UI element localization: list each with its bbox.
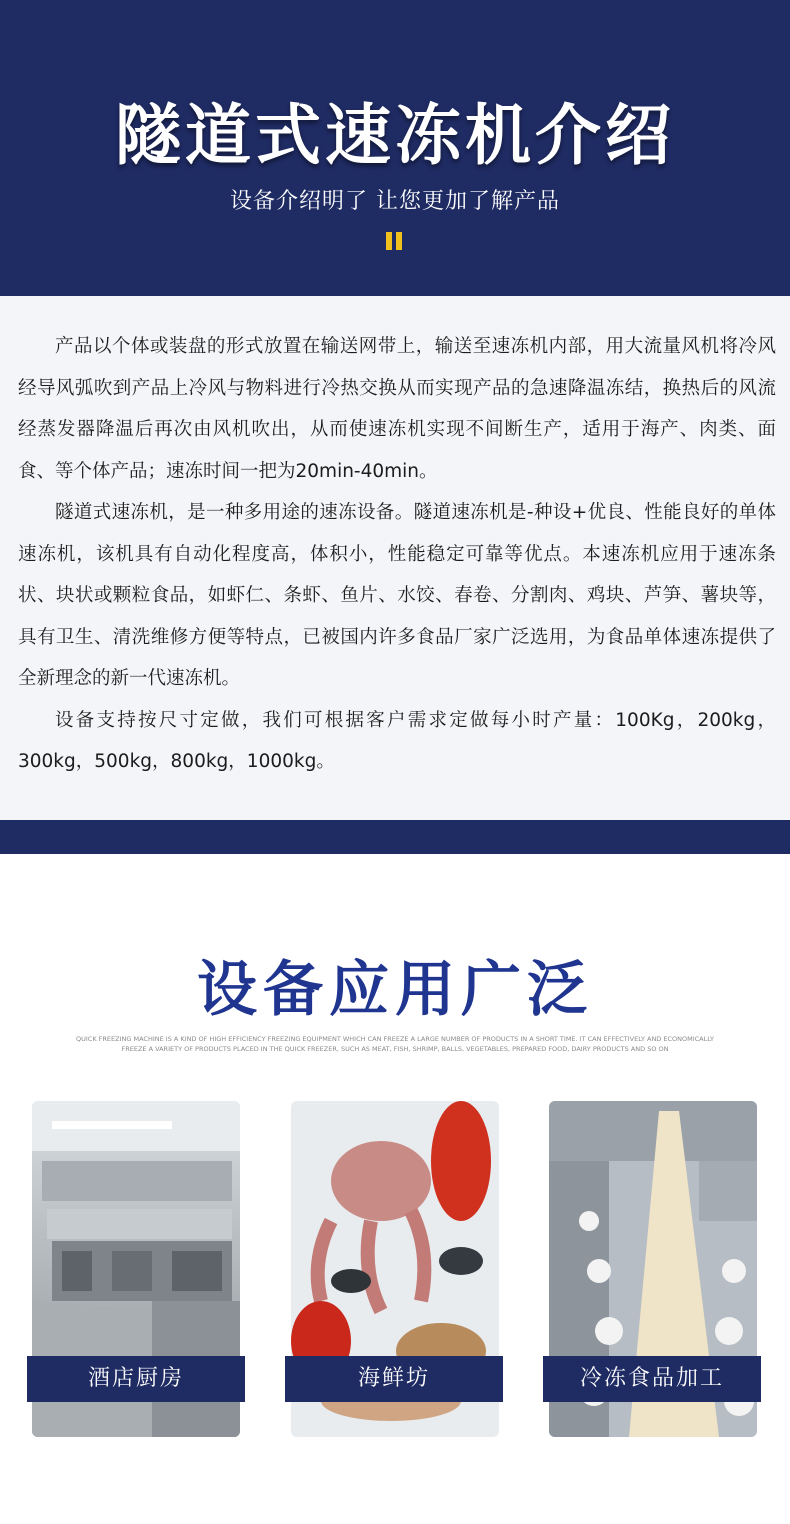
page-title: 隧道式速冻机介绍 — [115, 97, 675, 174]
intro-paragraph: 隧道式速冻机，是一种多用途的速冻设备。隧道速冻机是-种设+优良、性能良好的单体速冻机，该机具有自动化程度高，体积小，性能稳定可靠等优点。本速冻机应用于速冻条状、块状或颗粒食品，如虾仁、条虾、鱼片、水饺、春卷、分割肉、鸡块、芦笋、薯块等，具有卫生、清洗维修方便等特点，已被国内许多食品厂家广泛选用，为食品单体速冻提供了全新理念的新一代速冻机。 — [18, 502, 776, 689]
card-label-hotel-kitchen: 酒店厨房 — [27, 1356, 245, 1402]
intro-text — [18, 326, 776, 783]
applications-subtitle-en: QUICK FREEZING MACHINE IS A KIND OF HIGH EFFICIENCY FREEZING EQUIPMENT WHICH CAN FREEZE A LARGE NUMBER OF PRODUCTS IN A SHORT TIME. IT CAN EFFECTIVELY AND ECONOMICALLY FREEZE A VARIETY OF PRODUCTS PLACED IN THE QUICK FREEZER, SUCH AS MEAT, FISH, SHRIMP, BALLS, VEGETABLES, PREPARED FOOD, DAIRY PRODUCTS AND SO ON — [76, 1035, 714, 1053]
applications-title: 设备应用广泛 — [197, 955, 593, 1025]
header-banner — [0, 0, 790, 296]
pause-mark-icon — [385, 232, 403, 250]
page-subtitle: 设备介绍明了 让您更加了解产品 — [230, 189, 560, 214]
intro-paragraph: 产品以个体或装盘的形式放置在输送网带上，输送至速冻机内部，用大流量风机将冷风经导风弧吹到产品上冷风与物料进行冷热交换从而实现产品的急速降温冻结，换热后的风流经蒸发器降温后再次由风机吹出，从而使速冻机实现不间断生产，适用于海产、肉类、面食、等个体产品；速冻时间一把为20min-40min。 — [18, 336, 776, 482]
section-divider — [0, 820, 790, 854]
intro-section — [0, 296, 790, 820]
card-label-frozen-food: 冷冻食品加工 — [543, 1356, 761, 1402]
intro-paragraph: 设备支持按尺寸定做，我们可根据客户需求定做每小时产量：100Kg，200kg，300kg，500kg，800kg，1000kg。 — [18, 709, 776, 772]
card-label-seafood: 海鲜坊 — [285, 1356, 503, 1402]
